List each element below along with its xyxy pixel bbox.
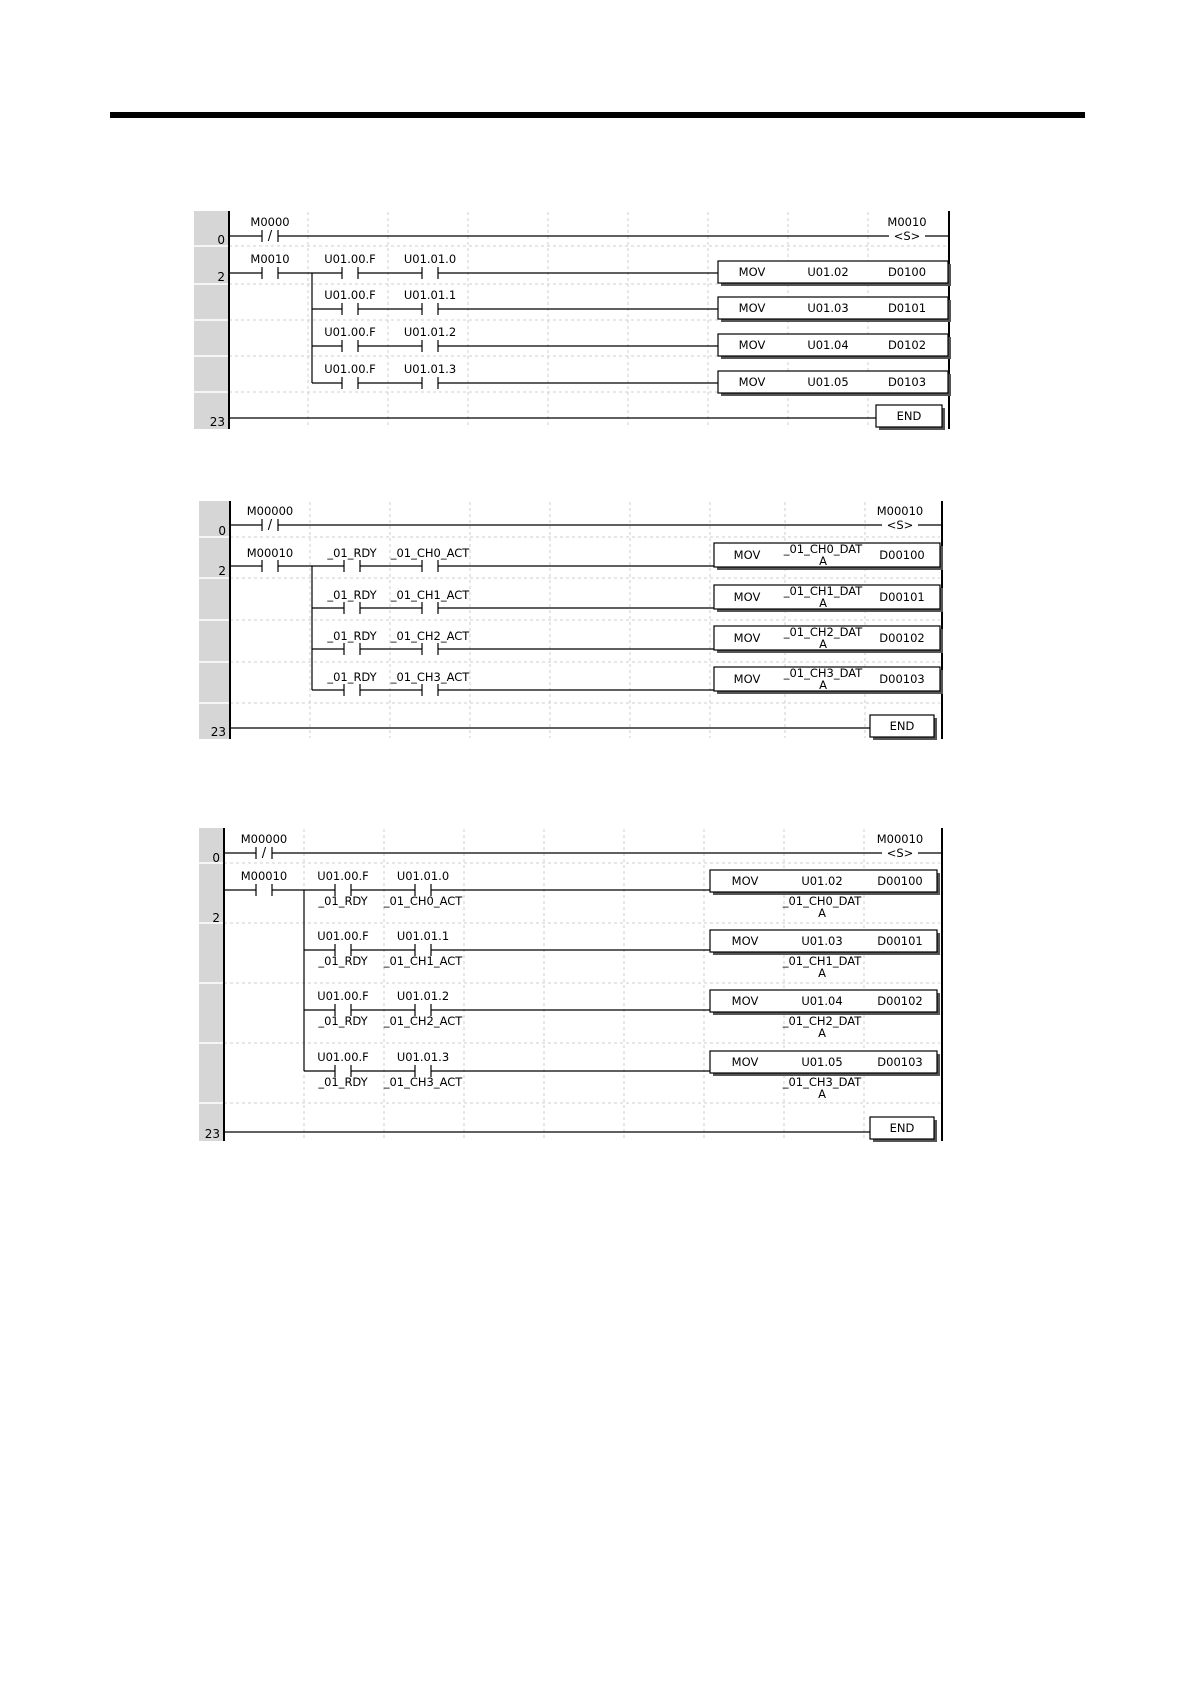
instruction: MOV	[733, 548, 761, 562]
contact-alias: _01_RDY	[318, 1014, 368, 1028]
instruction: MOV	[733, 672, 761, 686]
contact-label: U01.00.F	[324, 362, 376, 376]
operand: A	[819, 637, 827, 651]
step-number: 0	[217, 233, 225, 247]
branch	[312, 362, 951, 396]
contact-label: M0010	[250, 252, 290, 266]
coil-label: M00010	[876, 832, 924, 846]
step-number: 2	[217, 270, 225, 284]
operand: D00102	[879, 631, 925, 645]
ladder-diagram-2	[194, 498, 946, 743]
operand-alias: _01_CH1_DAT	[782, 954, 862, 968]
operand: D0102	[887, 338, 927, 352]
rung-0	[224, 832, 942, 861]
branch	[312, 542, 943, 572]
operand-alias: A	[818, 966, 826, 980]
contact-label: U01.00.F	[317, 869, 369, 883]
step-number: 0	[212, 851, 220, 865]
set-coil: <S>	[886, 846, 914, 860]
contact-label: U01.00.F	[317, 1050, 369, 1064]
step-number: 23	[210, 725, 226, 739]
contact-label: U01.01.0	[396, 869, 450, 883]
operand-alias: _01_CH0_DAT	[782, 894, 862, 908]
set-coil: <S>	[886, 518, 914, 532]
contact-alias: _01_RDY	[318, 954, 368, 968]
operand: U01.04	[807, 338, 849, 352]
operand: U01.02	[801, 874, 843, 888]
nc-slash: /	[267, 518, 273, 533]
branch	[304, 929, 940, 980]
operand: U01.04	[801, 994, 843, 1008]
rung-0	[230, 504, 942, 533]
contact-label: U01.01.2	[403, 325, 457, 339]
step-number: 0	[218, 524, 226, 538]
rung-2	[229, 252, 951, 396]
operand-alias: A	[818, 1087, 826, 1101]
operand: _01_CH0_DAT	[783, 542, 863, 556]
step-number: 23	[209, 415, 225, 429]
operand: D0100	[887, 265, 927, 279]
contact-label: U01.00.F	[324, 288, 376, 302]
operand: U01.02	[807, 265, 849, 279]
instruction: MOV	[733, 631, 761, 645]
contact-label: U01.01.3	[403, 362, 457, 376]
contact-label: U01.00.F	[317, 989, 369, 1003]
operand: A	[819, 678, 827, 692]
operand: U01.05	[807, 375, 849, 389]
contact-label: U01.01.0	[403, 252, 457, 266]
operand-alias: A	[818, 906, 826, 920]
operand: D00100	[877, 874, 923, 888]
operand: D00100	[879, 548, 925, 562]
end-rung	[229, 405, 945, 430]
operand-alias: A	[818, 1026, 826, 1040]
coil-label: M0010	[887, 215, 927, 229]
operand: A	[819, 554, 827, 568]
contact-label: _01_CH0_ACT	[390, 546, 470, 560]
page-top-rule	[110, 112, 1085, 118]
operand: D0101	[887, 301, 927, 315]
branch	[312, 584, 943, 614]
contact-label: U01.00.F	[317, 929, 369, 943]
step-number: 23	[204, 1127, 220, 1141]
instruction: MOV	[731, 874, 759, 888]
branch	[304, 869, 940, 920]
contact-alias: _01_RDY	[318, 894, 368, 908]
rung-2	[224, 869, 940, 1101]
end-label: END	[889, 1121, 915, 1135]
branch	[304, 989, 940, 1040]
instruction: MOV	[738, 265, 766, 279]
set-coil: <S>	[893, 229, 921, 243]
operand: D00103	[877, 1055, 923, 1069]
end-label: END	[896, 409, 922, 423]
branch	[304, 1050, 940, 1101]
operand: U01.05	[801, 1055, 843, 1069]
contact-label: _01_CH3_ACT	[390, 670, 470, 684]
branch	[312, 666, 943, 696]
instruction: MOV	[738, 338, 766, 352]
contact-label: M00010	[246, 546, 294, 560]
contact-label: U01.01.1	[396, 929, 450, 943]
contact-label: _01_CH2_ACT	[390, 629, 470, 643]
operand: D00101	[879, 590, 925, 604]
contact-label: _01_RDY	[327, 588, 377, 602]
contact-label: M00000	[246, 504, 294, 518]
rung-2	[230, 542, 943, 696]
contact-label: U01.01.1	[403, 288, 457, 302]
operand-alias: _01_CH2_DAT	[782, 1014, 862, 1028]
instruction: MOV	[733, 590, 761, 604]
operand: U01.03	[807, 301, 849, 315]
instruction: MOV	[731, 1055, 759, 1069]
operand: U01.03	[801, 934, 843, 948]
contact-label: U01.00.F	[324, 325, 376, 339]
operand: A	[819, 596, 827, 610]
operand-alias: _01_CH3_DAT	[782, 1075, 862, 1089]
contact-alias: _01_CH2_ACT	[383, 1014, 463, 1028]
end-label: END	[889, 719, 915, 733]
contact-label: _01_RDY	[327, 629, 377, 643]
branch	[312, 252, 951, 286]
ladder-diagram-3	[194, 825, 946, 1145]
rung-0	[229, 215, 949, 244]
branch	[312, 288, 951, 322]
operand: _01_CH2_DAT	[783, 625, 863, 639]
instruction: MOV	[738, 375, 766, 389]
branch	[312, 625, 943, 655]
operand: D00102	[877, 994, 923, 1008]
instruction: MOV	[731, 934, 759, 948]
step-number: 2	[218, 564, 226, 578]
coil-label: M00010	[876, 504, 924, 518]
contact-label: _01_CH1_ACT	[390, 588, 470, 602]
contact-label: M00000	[240, 832, 288, 846]
contact-label: _01_RDY	[327, 546, 377, 560]
end-rung	[224, 1117, 937, 1142]
contact-alias: _01_CH3_ACT	[383, 1075, 463, 1089]
step-number: 2	[212, 911, 220, 925]
instruction: MOV	[738, 301, 766, 315]
nc-slash: /	[267, 229, 273, 244]
nc-slash: /	[261, 846, 267, 861]
step-margin	[199, 828, 223, 1141]
contact-label: U01.01.2	[396, 989, 450, 1003]
operand: D00103	[879, 672, 925, 686]
contact-alias: _01_CH0_ACT	[383, 894, 463, 908]
grid-lines	[230, 502, 940, 738]
end-rung	[230, 715, 937, 740]
contact-alias: _01_CH1_ACT	[383, 954, 463, 968]
contact-label: U01.01.3	[396, 1050, 450, 1064]
contact-label: M00010	[240, 869, 288, 883]
operand: D00101	[877, 934, 923, 948]
contact-label: U01.00.F	[324, 252, 376, 266]
operand: D0103	[887, 375, 927, 389]
instruction: MOV	[731, 994, 759, 1008]
operand: _01_CH3_DAT	[783, 666, 863, 680]
operand: _01_CH1_DAT	[783, 584, 863, 598]
contact-label: M0000	[250, 215, 290, 229]
branch	[312, 325, 951, 359]
contact-label: _01_RDY	[327, 670, 377, 684]
contact-alias: _01_RDY	[318, 1075, 368, 1089]
ladder-diagram-1	[190, 208, 950, 433]
